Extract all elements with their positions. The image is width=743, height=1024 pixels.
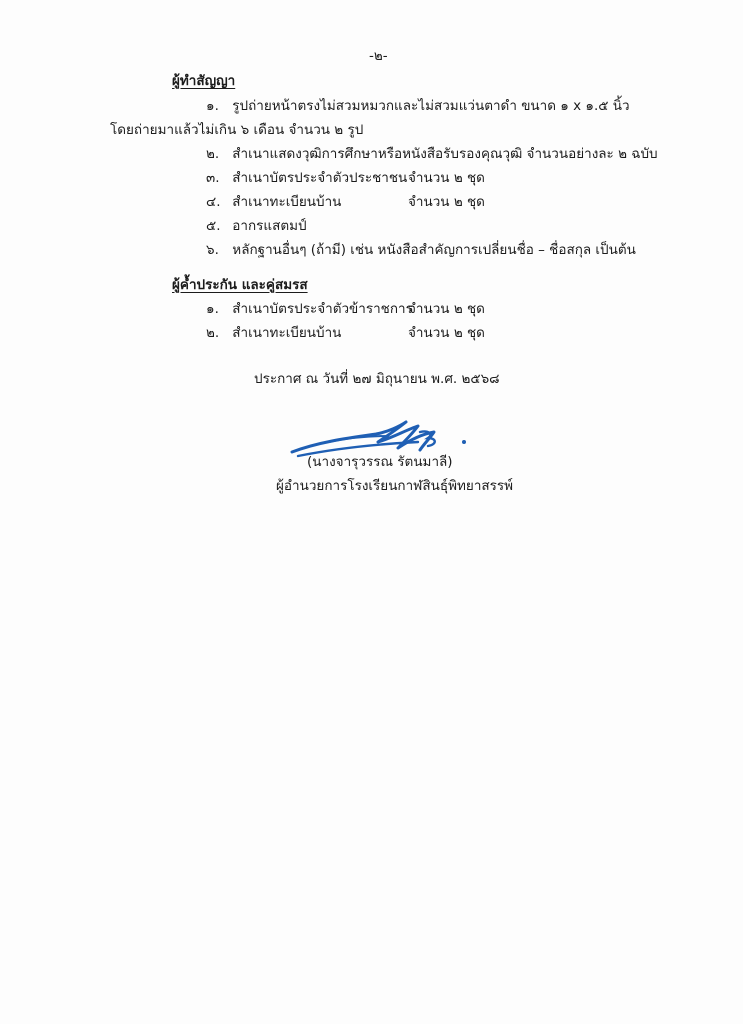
announcement-date: ประกาศ ณ วันที่ ๒๗ มิถุนายน พ.ศ. ๒๕๖๘ <box>254 371 500 387</box>
item-text: สำเนาบัตรประจำตัวประชาชน <box>232 170 408 186</box>
contractor-item-1 <box>206 97 630 115</box>
item-text: สำเนาบัตรประจำตัวข้าราชการ <box>232 301 413 317</box>
page-number: -๒- <box>369 48 388 64</box>
guarantor-item-2 <box>206 324 341 342</box>
section-heading-guarantor: ผู้ค้ำประกัน และคู่สมรส <box>172 277 308 293</box>
item-number: ๔. <box>206 194 221 210</box>
item-text: สำเนาแสดงวุฒิการศึกษาหรือหนังสือรับรองคุณวุฒิ จำนวนอย่างละ ๒ ฉบับ <box>232 146 658 162</box>
contractor-item-3 <box>206 169 407 187</box>
item-number: ๒. <box>206 146 220 162</box>
contractor-item-4-quantity: จำนวน ๒ ชุด <box>408 194 485 210</box>
item-text: สำเนาทะเบียนบ้าน <box>232 194 342 210</box>
item-text: หลักฐานอื่นๆ (ถ้ามี) เช่น หนังสือสำคัญการเปลี่ยนชื่อ – ชื่อสกุล เป็นต้น <box>232 242 636 258</box>
signatory-name: (นางจารุวรรณ รัตนมาลี) <box>307 454 453 470</box>
item-text: อากรแสตมป์ <box>232 218 307 234</box>
item-number: ๑. <box>206 301 219 317</box>
contractor-item-5 <box>206 217 307 235</box>
item-text: สำเนาทะเบียนบ้าน <box>232 325 342 341</box>
contractor-item-4 <box>206 193 341 211</box>
item-text: รูปถ่ายหน้าตรงไม่สวมหมวกและไม่สวมแว่นตาดำ ขนาด ๑ x ๑.๕ นิ้ว <box>232 98 630 114</box>
item-number: ๓. <box>206 170 220 186</box>
contractor-item-1-continuation: โดยถ่ายมาแล้วไม่เกิน ๖ เดือน จำนวน ๒ รูป <box>110 122 364 138</box>
guarantor-item-1-quantity: จำนวน ๒ ชุด <box>408 301 485 317</box>
guarantor-item-2-quantity: จำนวน ๒ ชุด <box>408 325 485 341</box>
item-number: ๑. <box>206 98 219 114</box>
item-number: ๖. <box>206 242 219 258</box>
contractor-item-2 <box>206 145 658 163</box>
contractor-item-3-quantity: จำนวน ๒ ชุด <box>408 170 485 186</box>
section-heading-contractor: ผู้ทำสัญญา <box>172 73 236 89</box>
item-number: ๕. <box>206 218 221 234</box>
signatory-position: ผู้อำนวยการโรงเรียนกาฬสินธุ์พิทยาสรรพ์ <box>276 478 514 494</box>
item-number: ๒. <box>206 325 220 341</box>
contractor-item-6 <box>206 241 636 259</box>
guarantor-item-1 <box>206 300 413 318</box>
